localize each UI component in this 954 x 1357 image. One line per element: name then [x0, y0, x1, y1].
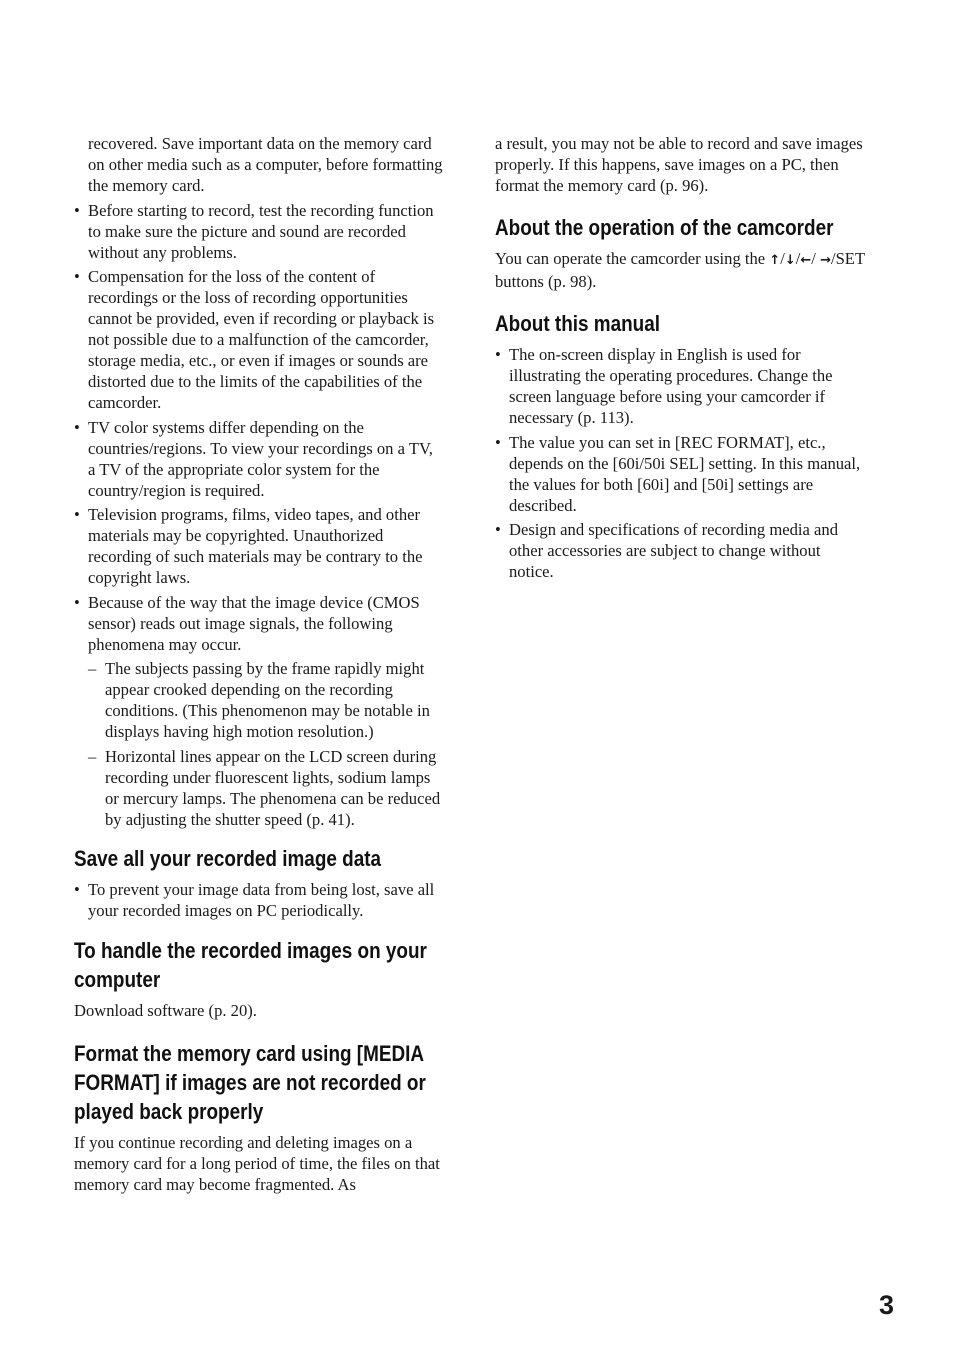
section-about-manual — [495, 309, 865, 582]
section-heading: About the operation of the camcorder — [495, 215, 834, 240]
sub-list-item: – The subjects passing by the frame rapidly might appear crooked depending on the recording conditions. (This phenomenon may be notable in displays having high motion resolution.) — [88, 659, 430, 741]
left-column — [74, 133, 444, 1195]
list-item: • TV color systems differ depending on the countries/regions. To view your recordings on a TV, a TV of the appropriate color system for the country/region is required. — [74, 417, 433, 500]
arrow-down-icon: ↓ — [784, 253, 796, 268]
list-item: • To prevent your image data from being lost, save all your recorded images on PC periodically. — [74, 879, 435, 920]
continued-paragraph: recovered. Save important data on the memory card on other media such as a computer, before formatting the memory card. — [88, 134, 443, 195]
list-item: • The value you can set in [REC FORMAT], etc., depends on the [60i/50i SEL] setting. In this manual, the values for both [60i] and [50i] settings are described. — [495, 432, 861, 515]
dash-mark: – — [88, 659, 97, 678]
bullet-mark: • — [74, 592, 80, 612]
section-save-data — [74, 844, 444, 921]
section-text: If you continue recording and deleting images on a memory card for a long period of time, the files on that memory card may become fragmented. As — [74, 1132, 440, 1194]
section-operation — [495, 213, 865, 292]
sub-list-item: – Horizontal lines appear on the LCD screen during recording under fluorescent lights, sodium lamps or mercury lamps. The phenomena can be reduced by adjusting the shutter speed (p. 41). — [88, 746, 441, 829]
list-item: • Television programs, films, video tapes, and other materials may be copyrighted. Unauthorized recording of such materials may be contrary to the copyright laws. — [74, 505, 423, 587]
list-item: • Because of the way that the image device (CMOS sensor) reads out image signals, the following phenomena may occur. – The subjects passing by the frame rapidly might appear crooked depending on the recording conditions. (This phenomenon may be notable in displays having high motion resolution.) – Horizontal lines appear on the LCD screen during recording under fluorescent lights, sodium lamps or mercury lamps. The phenomena can be reduced by adjusting the shutter speed (p. 41). — [74, 592, 444, 830]
arrow-right-icon: → — [820, 253, 831, 268]
bullet-mark: • — [74, 200, 80, 220]
bullet-mark: • — [495, 432, 501, 452]
bullet-mark: • — [495, 345, 501, 364]
section-handle-images — [74, 936, 444, 1021]
section-text: Download software (p. 20). — [74, 1000, 257, 1020]
continued-paragraph: a result, you may not be able to record and save images properly. If this happens, save images on a PC, then format the memory card (p. 96). — [495, 134, 863, 195]
bullet-mark: • — [74, 267, 80, 286]
notes-list — [74, 200, 444, 830]
arrow-left-icon: ← — [800, 253, 812, 268]
right-column — [495, 133, 865, 586]
dash-mark: – — [88, 746, 97, 766]
bullet-mark: • — [74, 879, 80, 899]
section-list — [495, 344, 865, 582]
bullet-mark: • — [495, 520, 501, 539]
section-heading: Save all your recorded image data — [74, 845, 382, 871]
list-item: • Before starting to record, test the recording function to make sure the picture and sound are recorded without any problems. — [74, 200, 434, 262]
bullet-mark: • — [74, 417, 80, 437]
list-item: • The on-screen display in English is used for illustrating the operating procedures. Change the screen language before using your camcorder if necessary (p. 113). — [495, 345, 833, 427]
section-format-card — [74, 1039, 444, 1195]
section-list — [74, 879, 444, 921]
list-item: • Compensation for the loss of the content of recordings or the loss of recording opportunities cannot be provided, even if recording or playback is not possible due to a malfunction of the camcorder, storage media, etc., or even if images or sounds are distorted due to the limits of the capabilities of the camcorder. — [74, 267, 435, 412]
section-heading: To handle the recorded images on your computer — [74, 937, 427, 992]
section-heading: About this manual — [495, 311, 661, 336]
arrow-up-icon: ↑ — [769, 253, 781, 268]
section-text: You can operate the camcorder using the ↑/↓/←/ →/SET buttons (p. 98). — [495, 249, 865, 291]
list-item: • Design and specifications of recording media and other accessories are subject to change without notice. — [495, 520, 838, 581]
sub-list — [88, 658, 444, 830]
section-heading: Format the memory card using [MEDIA FORMAT] if images are not recorded or played back properly — [74, 1040, 426, 1124]
bullet-mark: • — [74, 505, 80, 524]
page-number: 3 — [878, 1290, 894, 1320]
